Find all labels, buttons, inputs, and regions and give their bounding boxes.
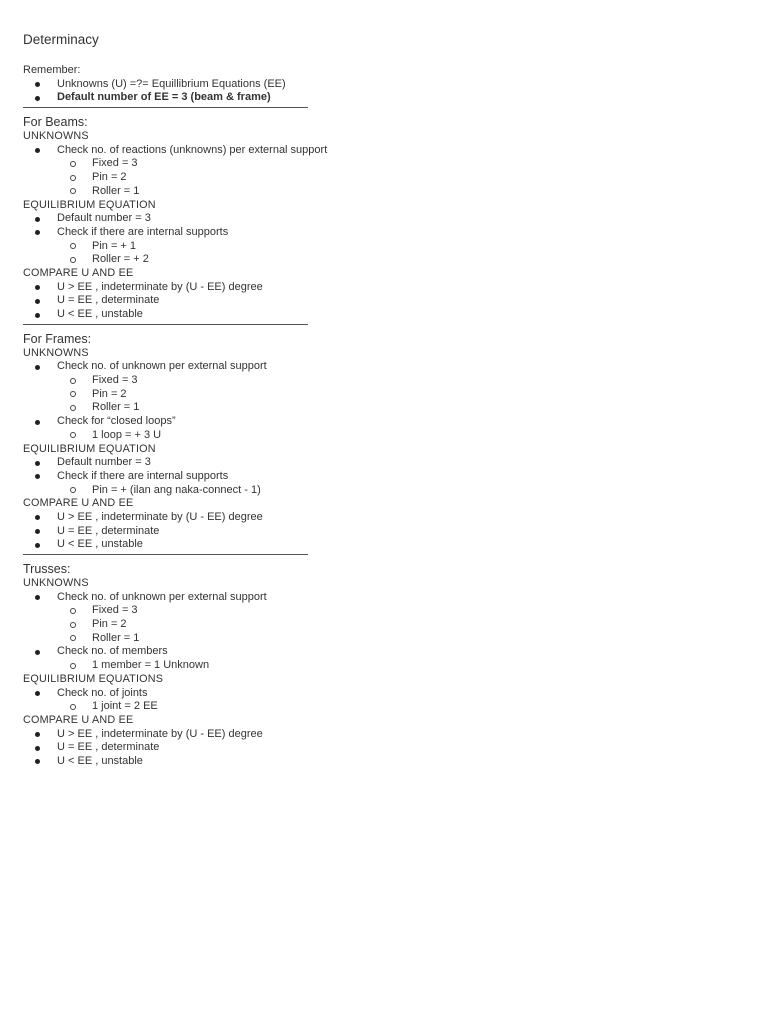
subheading-equilibrium: EQUILIBRIUM EQUATION [23,198,156,211]
circle-bullet-icon [70,175,76,181]
sub-list-item: Fixed = 3 [23,157,743,171]
sub-list-item: 1 member = 1 Unknown [23,659,743,673]
bullet-icon [35,595,40,600]
circle-bullet-icon [70,188,76,194]
list-item: U = EE , determinate [23,294,743,308]
sub-list-item: Pin = 2 [23,388,743,402]
list-item: Check no. of members [23,645,743,659]
sub-list-item: 1 joint = 2 EE [23,700,743,714]
bullet-icon [35,746,40,751]
list-item: U < EE , unstable [23,308,743,322]
bullet-icon [35,420,40,425]
list-item: U > EE , indeterminate by (U - EE) degree [23,728,743,742]
subheading-unknowns: UNKNOWNS [23,130,89,143]
bullet-icon [35,230,40,235]
list-item: Check for “closed loops” [23,415,743,429]
page-title: Determinacy [23,32,99,47]
circle-bullet-icon [70,378,76,384]
subheading-compare: COMPARE U AND EE [23,497,134,510]
sub-list-item: Fixed = 3 [23,604,743,618]
document [23,30,743,769]
sub-list-item: Pin = 2 [23,171,743,185]
subheading-compare: COMPARE U AND EE [23,713,134,726]
bullet-icon [35,474,40,479]
subheading-unknowns: UNKNOWNS [23,346,89,359]
sub-list-item: Roller = 1 [23,185,743,199]
circle-bullet-icon [70,487,76,493]
subheading-compare: COMPARE U AND EE [23,266,134,279]
subheading-equilibrium: EQUILIBRIUM EQUATION [23,442,156,455]
sub-list-item: Pin = + (ilan ang naka-connect - 1) [23,484,743,498]
circle-bullet-icon [70,622,76,628]
list-item: U = EE , determinate [23,525,743,539]
bullet-icon [35,691,40,696]
bullet-icon [35,299,40,304]
bullet-icon [35,365,40,370]
list-item: U < EE , unstable [23,755,743,769]
divider [23,107,308,108]
bullet-icon [35,515,40,520]
bullet-icon [35,543,40,548]
bullet-icon [35,461,40,466]
subheading-equilibrium: EQUILIBRIUM EQUATIONS [23,672,164,685]
divider [23,324,308,325]
sub-list-item: Roller = 1 [23,401,743,415]
remember-label: Remember: [23,64,81,76]
circle-bullet-icon [70,243,76,249]
bullet-icon [35,285,40,290]
section-title-trusses: Trusses: [23,562,71,576]
divider [23,554,308,555]
subheading-unknowns: UNKNOWNS [23,577,89,589]
circle-bullet-icon [70,432,76,438]
sub-list-item: Roller = 1 [23,632,743,646]
list-item: Default number = 3 [23,456,743,470]
sub-list-item: Pin = + 1 [23,240,743,254]
circle-bullet-icon [70,161,76,167]
circle-bullet-icon [70,704,76,710]
sub-list-item: Fixed = 3 [23,374,743,388]
bullet-icon [35,759,40,764]
circle-bullet-icon [70,405,76,411]
sub-list-item: 1 loop = + 3 U [23,429,743,443]
list-item: Check no. of unknown per external support [23,360,743,374]
bullet-icon [35,732,40,737]
bullet-icon [35,650,40,655]
bullet-icon [35,313,40,318]
bullet-icon [35,96,40,101]
list-item: Check no. of reactions (unknowns) per external support [23,144,743,158]
circle-bullet-icon [70,257,76,263]
list-item: Check no. of unknown per external support [23,591,743,605]
list-item: U > EE , indeterminate by (U - EE) degree [23,511,743,525]
bullet-icon [35,148,40,153]
list-item: U = EE , determinate [23,741,743,755]
bullet-icon [35,217,40,222]
list-item: U < EE , unstable [23,538,743,552]
bullet-icon [35,529,40,534]
list-item: Check if there are internal supports [23,226,743,240]
list-item: Unknowns (U) =?= Equillibrium Equations (EE) [23,78,743,92]
sub-list-item: Pin = 2 [23,618,743,632]
circle-bullet-icon [70,663,76,669]
sub-list-item: Roller = + 2 [23,253,743,267]
section-title-beams: For Beams: [23,115,88,130]
circle-bullet-icon [70,608,76,614]
list-item: Check no. of joints [23,687,743,701]
section-title-frames: For Frames: [23,331,92,346]
list-item: Default number = 3 [23,212,743,226]
circle-bullet-icon [70,391,76,397]
bullet-icon [35,82,40,87]
list-item: U > EE , indeterminate by (U - EE) degree [23,281,743,295]
list-item: Check if there are internal supports [23,470,743,484]
list-item: Default number of EE = 3 (beam & frame) [23,91,743,105]
circle-bullet-icon [70,635,76,641]
